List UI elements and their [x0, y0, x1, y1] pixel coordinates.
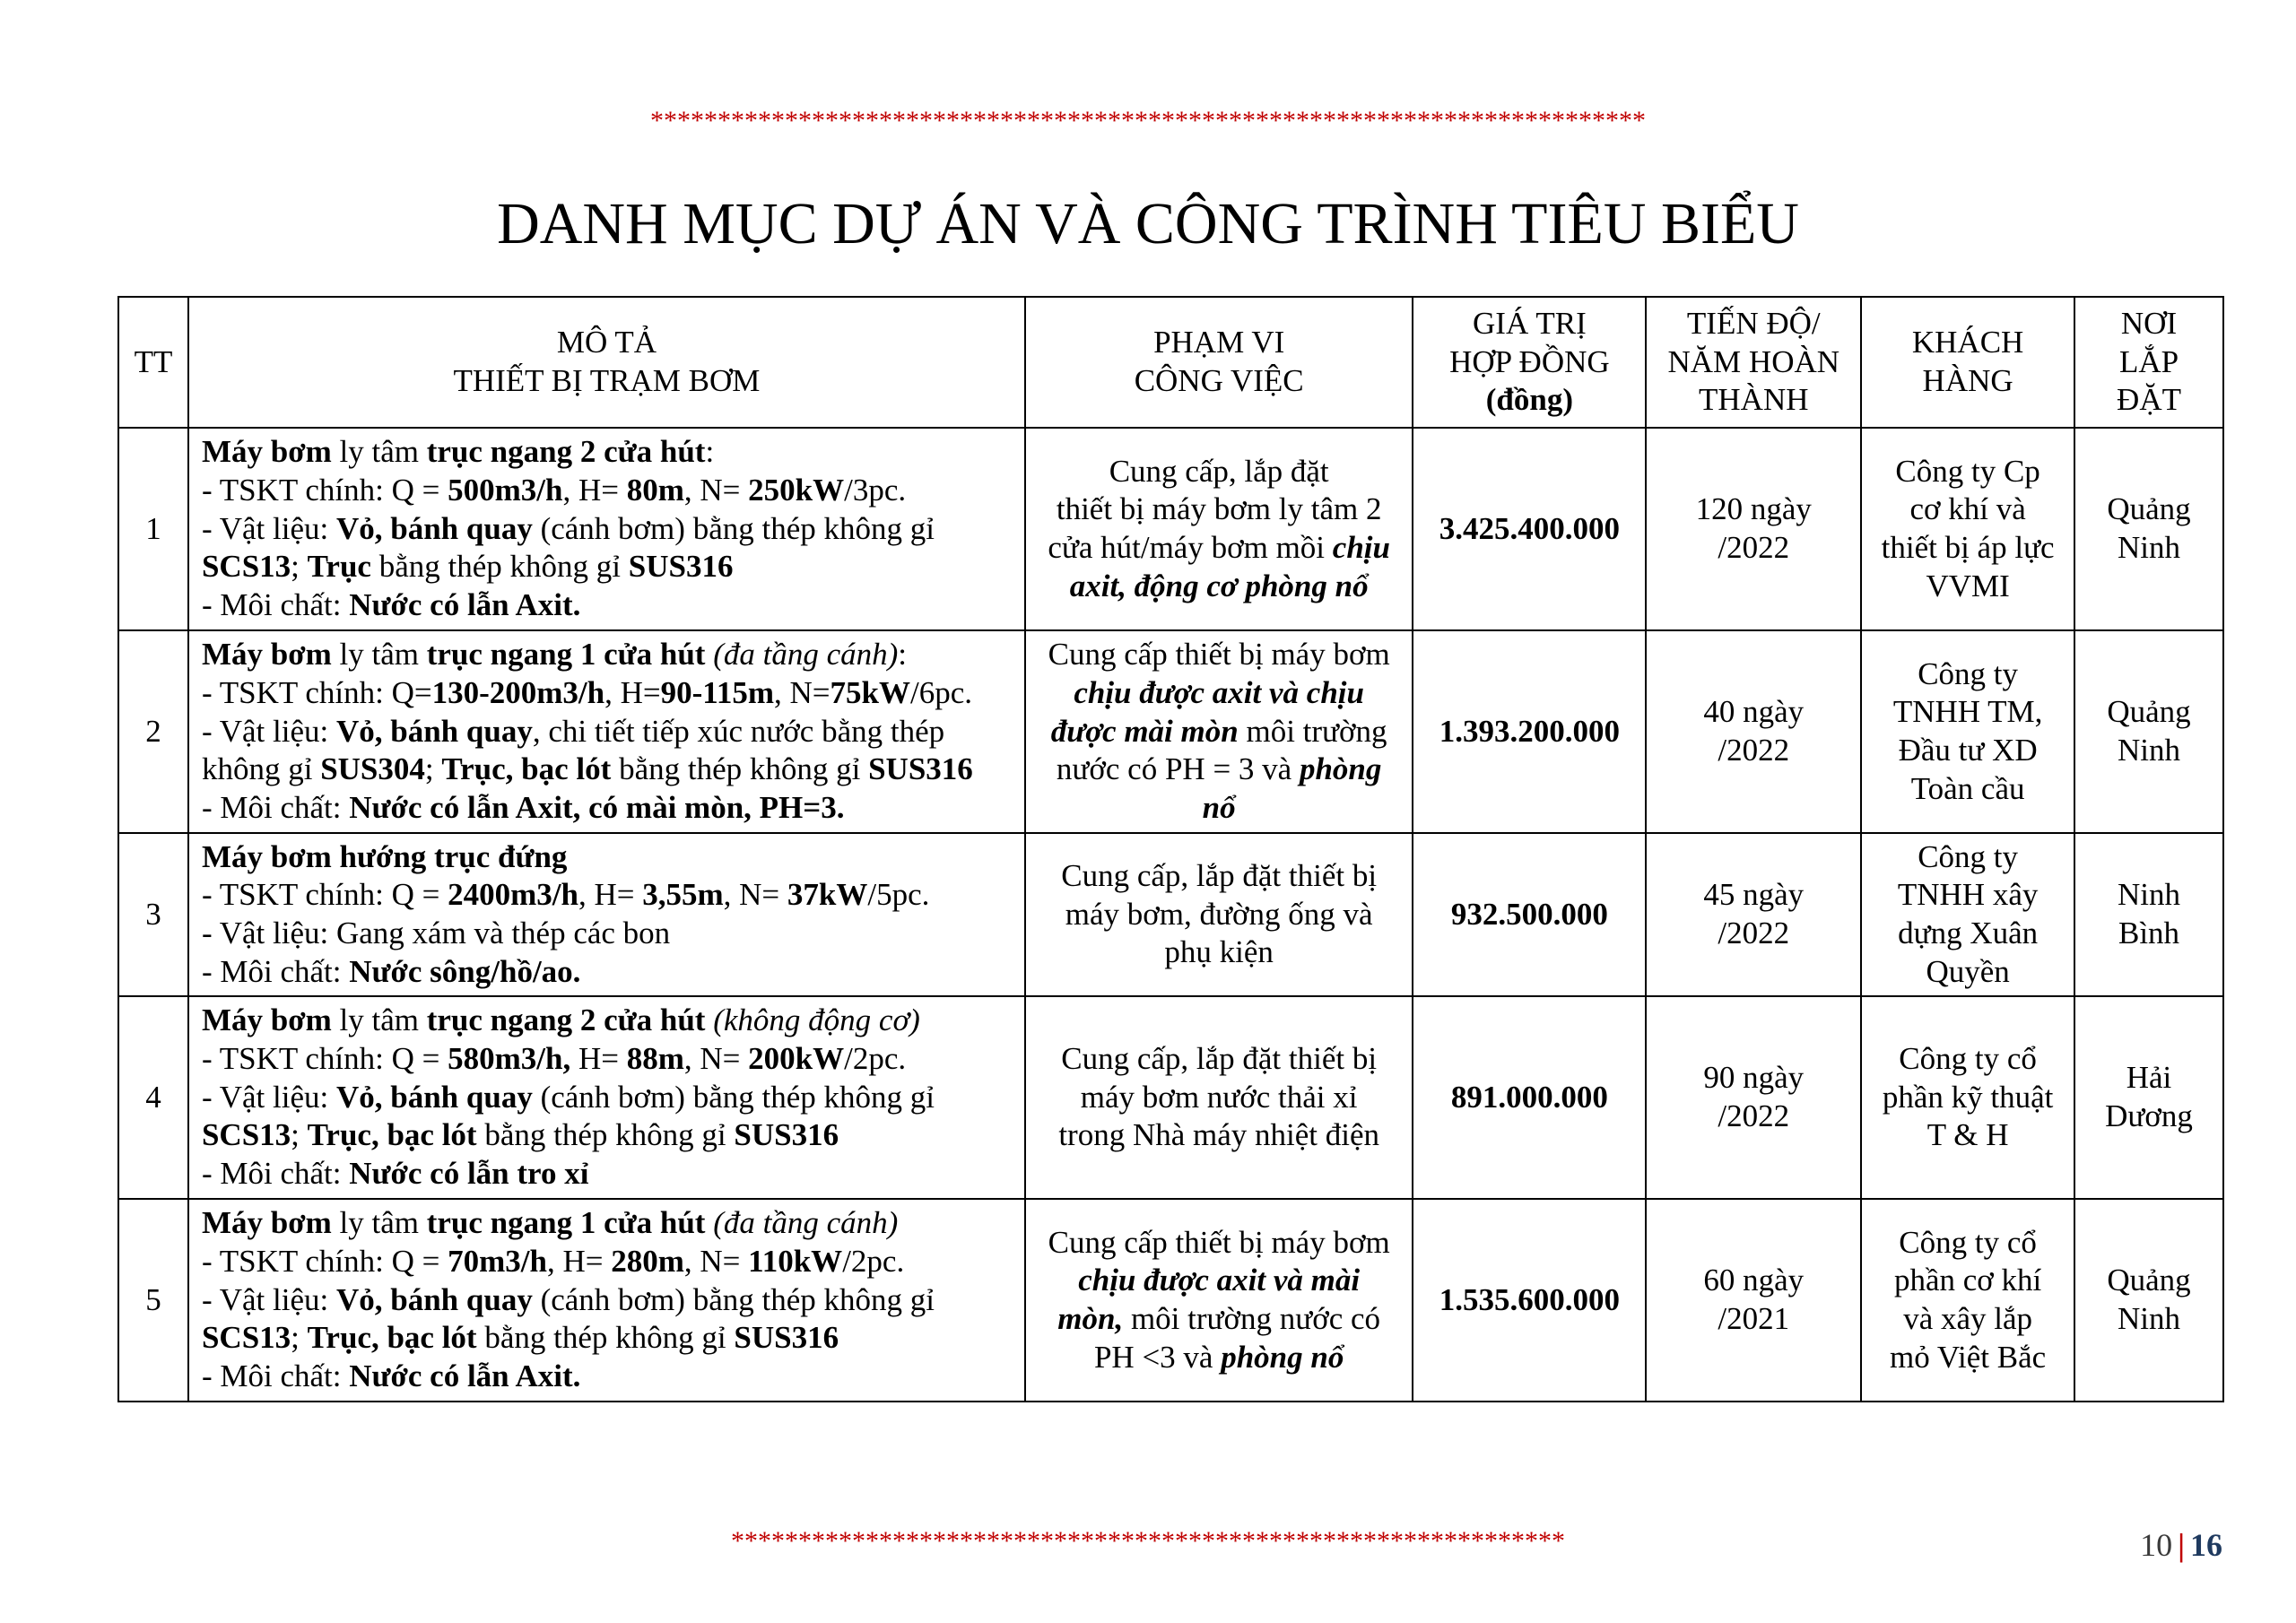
customer: Công ty cổ phần cơ khí và xây lắp mỏ Việt Bắc: [1861, 1199, 2074, 1402]
contract-value: 932.500.000: [1413, 833, 1646, 996]
progress: 60 ngày /2021: [1646, 1199, 1861, 1402]
row-number: 5: [118, 1199, 188, 1402]
table-row: [118, 630, 2223, 833]
row-number: 2: [118, 630, 188, 833]
install-location: Hải Dương: [2074, 996, 2223, 1199]
table-row: [118, 996, 2223, 1199]
equipment-description: Máy bơm hướng trục đứng - TSKT chính: Q = 2400m3/h, H= 3,55m, N= 37kW/5pc. - Vật liệu: Gang xám và thép các bon - Môi chất: Nước sông/hồ/ao.: [188, 833, 1025, 996]
contract-value: 891.000.000: [1413, 996, 1646, 1199]
header-contract-value: GIÁ TRỊ HỢP ĐỒNG (đồng): [1413, 297, 1646, 428]
work-scope: Cung cấp, lắp đặt thiết bị máy bơm ly tâm 2 cửa hút/máy bơm mồi chịu axit, động cơ phòng nổ: [1025, 428, 1413, 630]
customer: Công ty TNHH xây dựng Xuân Quyền: [1861, 833, 2074, 996]
header-customer: KHÁCH HÀNG: [1861, 297, 2074, 428]
row-number: 1: [118, 428, 188, 630]
header-tt: TT: [118, 297, 188, 428]
work-scope: Cung cấp, lắp đặt thiết bị máy bơm, đường ống và phụ kiện: [1025, 833, 1413, 996]
customer: Công ty TNHH TM, Đầu tư XD Toàn cầu: [1861, 630, 2074, 833]
decorative-stars-top: **************************************************************************: [650, 106, 1646, 135]
table-row: [118, 833, 2223, 996]
install-location: Quảng Ninh: [2074, 428, 2223, 630]
page-total: 16: [2190, 1527, 2222, 1563]
page-separator: |: [2178, 1527, 2185, 1563]
equipment-description: Máy bơm ly tâm trục ngang 1 cửa hút (đa tầng cánh): - TSKT chính: Q=130-200m3/h, H=90-115m, N=75kW/6pc. - Vật liệu: Vỏ, bánh quay, chi tiết tiếp xúc nước bằng thép không gỉ SUS304; Trục, bạc lót bằng thép không gỉ SUS316 - Môi chất: Nước có lẫn Axit, có mài mòn, PH=3.: [188, 630, 1025, 833]
row-number: 4: [118, 996, 188, 1199]
header-description: MÔ TẢ THIẾT BỊ TRẠM BƠM: [188, 297, 1025, 428]
install-location: Quảng Ninh: [2074, 1199, 2223, 1402]
work-scope: Cung cấp thiết bị máy bơm chịu được axit và mài mòn, môi trường nước có PH <3 và phòng nổ: [1025, 1199, 1413, 1402]
page-number: [2140, 1526, 2222, 1564]
customer: Công ty cổ phần kỹ thuật T & H: [1861, 996, 2074, 1199]
row-number: 3: [118, 833, 188, 996]
contract-value: 1.393.200.000: [1413, 630, 1646, 833]
equipment-description: Máy bơm ly tâm trục ngang 2 cửa hút: - TSKT chính: Q = 500m3/h, H= 80m, N= 250kW/3pc. - Vật liệu: Vỏ, bánh quay (cánh bơm) bằng thép không gỉ SCS13; Trục bằng thép không gỉ SUS316 - Môi chất: Nước có lẫn Axit.: [188, 428, 1025, 630]
work-scope: Cung cấp, lắp đặt thiết bị máy bơm nước thải xỉ trong Nhà máy nhiệt điện: [1025, 996, 1413, 1199]
progress: 40 ngày /2022: [1646, 630, 1861, 833]
header-location: NƠI LẮP ĐẶT: [2074, 297, 2223, 428]
page-current: 10: [2140, 1527, 2173, 1563]
progress: 120 ngày /2022: [1646, 428, 1861, 630]
header-scope: PHẠM VI CÔNG VIỆC: [1025, 297, 1413, 428]
progress: 90 ngày /2022: [1646, 996, 1861, 1199]
contract-value: 1.535.600.000: [1413, 1199, 1646, 1402]
contract-value: 3.425.400.000: [1413, 428, 1646, 630]
equipment-description: Máy bơm ly tâm trục ngang 2 cửa hút (không động cơ) - TSKT chính: Q = 580m3/h, H= 88m, N= 200kW/2pc. - Vật liệu: Vỏ, bánh quay (cánh bơm) bằng thép không gỉ SCS13; Trục, bạc lót bằng thép không gỉ SUS316 - Môi chất: Nước có lẫn tro xỉ: [188, 996, 1025, 1199]
customer: Công ty Cp cơ khí và thiết bị áp lực VVMI: [1861, 428, 2074, 630]
equipment-description: Máy bơm ly tâm trục ngang 1 cửa hút (đa tầng cánh) - TSKT chính: Q = 70m3/h, H= 280m, N= 110kW/2pc. - Vật liệu: Vỏ, bánh quay (cánh bơm) bằng thép không gỉ SCS13; Trục, bạc lót bằng thép không gỉ SUS316 - Môi chất: Nước có lẫn Axit.: [188, 1199, 1025, 1402]
page-title: DANH MỤC DỰ ÁN VÀ CÔNG TRÌNH TIÊU BIỂU: [497, 191, 1799, 256]
table-row: [118, 428, 2223, 630]
table-header-row: [118, 297, 2223, 428]
table-row: [118, 1199, 2223, 1402]
install-location: Quảng Ninh: [2074, 630, 2223, 833]
install-location: Ninh Bình: [2074, 833, 2223, 996]
work-scope: Cung cấp thiết bị máy bơm chịu được axit và chịu được mài mòn môi trường nước có PH = 3 và phòng nổ: [1025, 630, 1413, 833]
header-progress: TIẾN ĐỘ/ NĂM HOÀN THÀNH: [1646, 297, 1861, 428]
projects-table: [117, 296, 2224, 1402]
progress: 45 ngày /2022: [1646, 833, 1861, 996]
decorative-stars-bottom: **************************************************************: [731, 1526, 1565, 1556]
